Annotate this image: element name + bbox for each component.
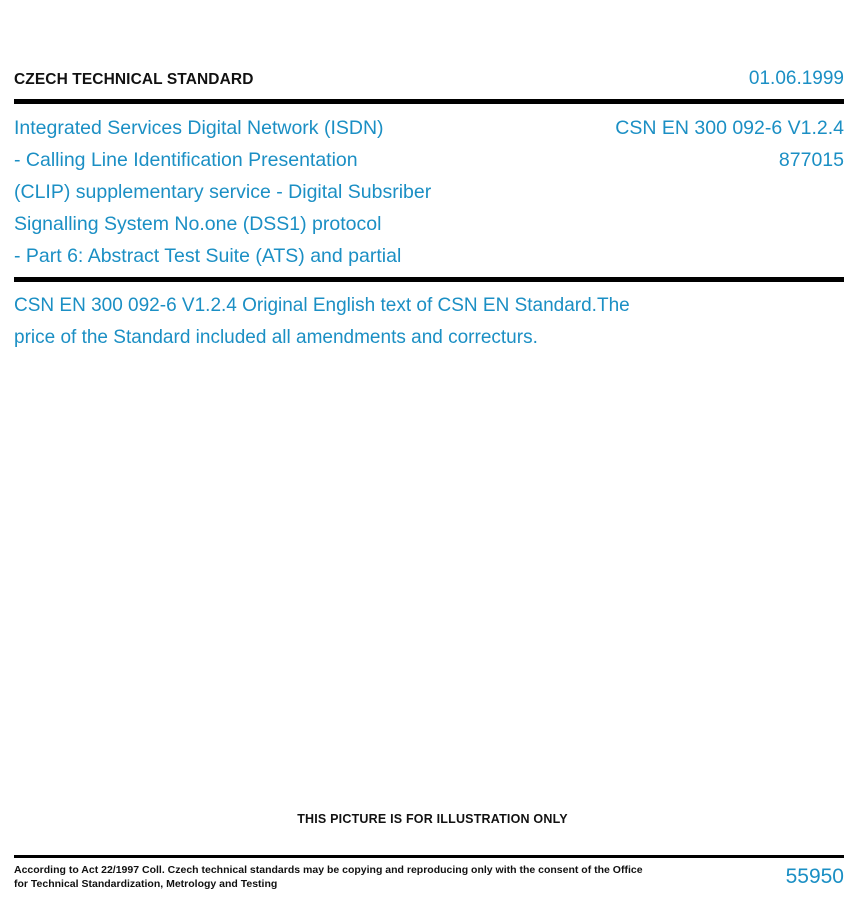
- legal-notice: [14, 863, 643, 891]
- legal-notice-line: According to Act 22/1997 Coll. Czech technical standards may be copying and reproducing only with the consent of the Office: [14, 864, 643, 876]
- standard-title-line: - Part 6: Abstract Test Suite (ATS) and partial: [14, 245, 402, 267]
- standard-note: [14, 290, 774, 354]
- standard-note-line: CSN EN 300 092-6 V1.2.4 Original English text of CSN EN Standard.The: [14, 295, 630, 316]
- standard-title-line: Integrated Services Digital Network (ISDN): [14, 117, 384, 139]
- title-divider-rule: [14, 277, 844, 282]
- standard-catalog-number: 877015: [778, 149, 844, 171]
- footer-divider-rule: [14, 855, 844, 858]
- order-number: 55950: [785, 865, 844, 888]
- standard-code: CSN EN 300 092-6 V1.2.4: [615, 117, 844, 139]
- document-header: [14, 68, 844, 90]
- legal-notice-line: for Technical Standardization, Metrology and Testing: [14, 878, 278, 890]
- document-footer: [14, 863, 844, 891]
- standard-type-label: CZECH TECHNICAL STANDARD: [14, 71, 254, 88]
- standard-title: [14, 112, 431, 272]
- title-block: [14, 112, 844, 272]
- standard-title-line: - Calling Line Identification Presentation: [14, 149, 358, 171]
- header-divider-rule: [14, 99, 844, 104]
- standard-title-line: Signalling System No.one (DSS1) protocol: [14, 213, 382, 235]
- standard-note-line: price of the Standard included all amendments and correcturs.: [14, 327, 538, 348]
- standard-identifiers: [615, 112, 844, 176]
- standard-title-line: (CLIP) supplementary service - Digital Subsriber: [14, 181, 432, 203]
- publication-date: 01.06.1999: [748, 68, 844, 89]
- illustration-notice: THIS PICTURE IS FOR ILLUSTRATION ONLY: [297, 812, 568, 826]
